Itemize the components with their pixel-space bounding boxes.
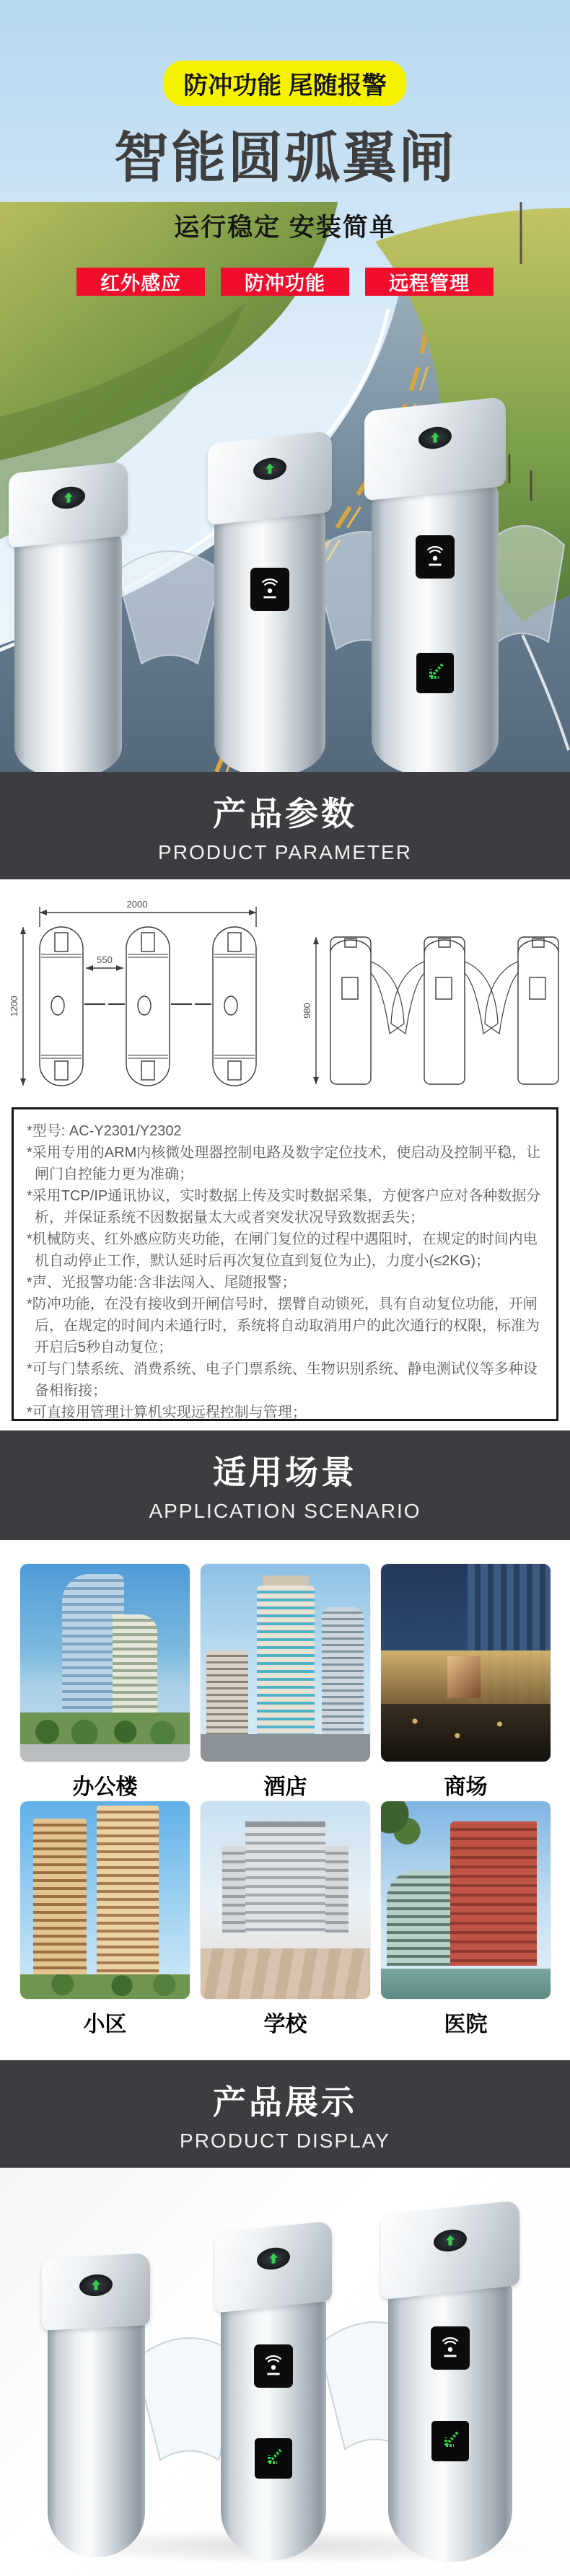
green-arrow-icon <box>79 2274 113 2297</box>
section-banner-parameter <box>0 772 570 879</box>
page-title: 智能圆弧翼闸 <box>114 128 456 189</box>
section-title-en: APPLICATION SCENARIO <box>149 1500 421 1522</box>
turnstile-cap <box>42 2253 150 2331</box>
turnstile-body <box>221 2284 326 2560</box>
green-arrow-led-icon <box>416 653 454 693</box>
scenario-label: 酒店 <box>263 1775 307 1799</box>
section-banner-scenario <box>0 1430 570 1540</box>
turnstile-body <box>48 2307 145 2557</box>
scenario-image-office <box>20 1564 190 1762</box>
scenario-cell-community <box>20 1801 190 2038</box>
spec-item: *型号: AC-Y2301/Y2302 <box>27 1123 182 1139</box>
scenario-cell-office <box>20 1564 190 1801</box>
turnstile-body <box>14 520 122 772</box>
scenario-grid <box>0 1540 570 2060</box>
feature-button-row <box>0 268 570 296</box>
dim-label-2000: 2000 <box>126 899 148 910</box>
turnstile-cap <box>9 461 128 548</box>
turnstile-right <box>381 2207 519 2562</box>
rfid-reader-icon <box>254 2344 293 2388</box>
green-arrow-icon <box>257 2246 290 2271</box>
section-banner-display <box>0 2060 570 2168</box>
turnstile-center <box>208 437 332 772</box>
turnstile-body <box>372 467 499 772</box>
section-title-cn: 适用场景 <box>213 1454 357 1491</box>
scenario-image-community <box>20 1801 190 1999</box>
turnstile-left <box>9 467 128 772</box>
turnstile-cap <box>364 397 506 501</box>
turnstile-body <box>388 2268 513 2562</box>
scenario-label: 小区 <box>83 2013 127 2036</box>
scenario-image-hospital <box>381 1801 551 1999</box>
feature-button-anticrash[interactable]: 防冲功能 <box>221 268 349 296</box>
product-display-section <box>0 2168 570 2576</box>
spec-item: *采用TCP/IP通讯协议，实时数据上传及实时数据采集，方便客户应对各种数据分析，并保证系统不因数据量太大或者突发状况导致数据丢失； <box>27 1188 541 1226</box>
feature-button-remote[interactable]: 远程管理 <box>365 268 494 296</box>
section-title-cn: 产品参数 <box>213 795 357 832</box>
green-arrow-icon <box>253 457 286 482</box>
rfid-reader-icon <box>431 2326 470 2370</box>
spec-list <box>12 1107 558 1421</box>
spec-item: *声、光报警功能:含非法闯入、尾随报警； <box>27 1275 297 1291</box>
green-arrow-icon <box>434 2228 467 2253</box>
spec-item: *可与门禁系统、消费系统、电子门票系统、生物识别系统、静电测试仪等多种设备相衔接； <box>27 1361 538 1399</box>
feature-badge: 防冲功能 尾随报警 <box>163 61 406 106</box>
rfid-reader-icon <box>250 568 289 611</box>
page-subtitle: 运行稳定 安装简单 <box>174 214 396 242</box>
scenario-image-school <box>201 1801 370 1999</box>
green-arrow-led-icon <box>431 2421 469 2461</box>
turnstile-cap <box>208 431 332 525</box>
scenario-image-hotel <box>201 1564 370 1762</box>
rfid-reader-icon <box>416 535 455 579</box>
turnstile-body <box>214 495 326 772</box>
dim-label-1200: 1200 <box>9 995 19 1017</box>
spec-item: *采用专用的ARM内核微处理器控制电路及数字定位技术，使启动及控制平稳，让闸门自控能力更为准确； <box>27 1145 541 1182</box>
scenario-label: 商场 <box>444 1775 488 1799</box>
dim-label-980: 980 <box>302 1003 312 1019</box>
turnstile-center <box>215 2227 332 2560</box>
turnstile-left <box>42 2256 150 2557</box>
hero-section <box>0 0 570 772</box>
scenario-cell-hotel <box>201 1564 370 1801</box>
spec-item: *机械防夹、红外感应防夹功能，在闸门复位的过程中遇阻时，在规定的时间内电机自动停止工作，默认延时后再次复位直到复位为止)，力度小(≤2KG)； <box>27 1231 538 1269</box>
scenario-label: 办公楼 <box>72 1775 138 1799</box>
turnstile-cap <box>215 2220 332 2313</box>
scenario-cell-school <box>201 1801 370 2038</box>
scenario-image-mall <box>381 1564 551 1762</box>
spec-item: *防冲功能，在没有接收到开闸信号时，摆臂自动锁死，具有自动复位功能，开闸后，在规定的时间内未通行时，系统将自动取消用户的此次通行的权限，标准为开启后5秒自动复位； <box>27 1296 540 1355</box>
feature-button-infrared[interactable]: 红外感应 <box>76 268 205 296</box>
turnstile-right <box>364 404 506 772</box>
dimension-drawing <box>0 879 570 1107</box>
section-title-en: PRODUCT PARAMETER <box>158 841 412 863</box>
dim-label-550: 550 <box>97 954 113 965</box>
scenario-cell-hospital <box>381 1801 551 2038</box>
green-arrow-icon <box>52 485 85 510</box>
scenario-label: 医院 <box>444 2013 488 2036</box>
turnstile-cap <box>381 2200 519 2300</box>
section-title-en: PRODUCT DISPLAY <box>180 2129 390 2152</box>
scenario-cell-mall <box>381 1564 551 1801</box>
spec-item: *可直接用管理计算机实现远程控制与管理； <box>27 1405 307 1420</box>
green-arrow-led-icon <box>255 2438 292 2479</box>
scenario-label: 学校 <box>263 2013 307 2036</box>
section-title-cn: 产品展示 <box>213 2083 357 2121</box>
green-arrow-icon <box>418 426 452 451</box>
